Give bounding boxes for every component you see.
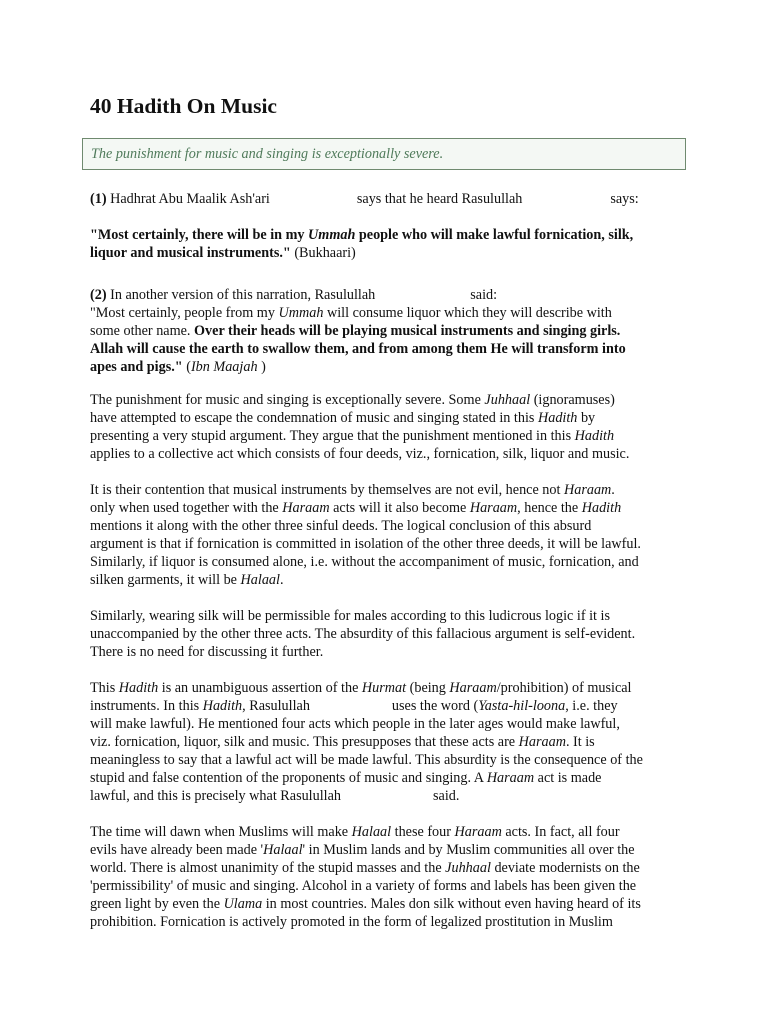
page-title: 40 Hadith On Music <box>90 94 277 118</box>
paragraph: This Hadith is an unambiguous assertion of the Hurmat (being Haraam/prohibition) of musical instruments. In this Hadith, Rasulullah uses the word (Yasta-hil-loona, i.e. they will make lawful). He mentioned four acts which people in the later ages would make lawful, viz. fornication, liquor, silk and music. This presupposes that these acts are Haraam. It is meaningless to say that a lawful act will be made lawful. This absurdity is the consequence of the stupid and false contention of the proponents of music and singing. A Haraam act is made lawful, and this is precisely what Rasulullah said. <box>90 680 643 804</box>
paragraph: Similarly, wearing silk will be permissible for males according to this ludicrous logic if it is unaccompanied by the other three acts. The absurdity of this fallacious argument is self-evident. There is no need for discussing it further. <box>90 608 636 660</box>
paragraph: It is their contention that musical instruments by themselves are not evil, hence not Haraam. only when used together with the Haraam acts will it also become Haraam, hence the Hadith mentions it along with the other three sinful deeds. The logical conclusion of this absurd argument is that if fornication is committed in isolation of the other three deeds, it will be lawful. Similarly, if liquor is consumed alone, i.e. without the accompaniment of music, fornication, and silken garments, it will be Halaal. <box>90 482 641 588</box>
hadith-number: (1) <box>90 191 107 207</box>
hadith-number: (2) <box>90 287 107 303</box>
paragraph: The punishment for music and singing is exceptionally severe. Some Juhhaal (ignoramuses) have attempted to escape the condemnation of music and singing stated in this Hadith by presenting a very stupid argument. They argue that the punishment mentioned in this Hadith applies to a collective act which consists of four deeds, viz., fornication, silk, liquor and music. <box>90 392 630 462</box>
hadith-1-intro: (1) Hadhrat Abu Maalik Ash'ari says that he heard Rasulullah says: <box>90 191 639 207</box>
hadith-2: (2) In another version of this narration, Rasulullah said: "Most certainly, people from my Ummah will consume liquor which they will describe with some other name. Over their heads will be playing musical instruments and singing girls. Allah will cause the earth to swallow them, and from among them He will transform into apes and pigs." (Ibn Maajah ) <box>90 287 626 375</box>
paragraph: The time will dawn when Muslims will make Halaal these four Haraam acts. In fact, all four evils have already been made 'Halaal' in Muslim lands and by Muslim communities all over the world. There is almost unanimity of the stupid masses and the Juhhaal deviate modernists on the 'permissibility' of music and singing. Alcohol in a variety of forms and labels has been given the green light by even the Ulama in most countries. Males don silk without even having heard of its prohibition. Fornication is actively promoted in the form of legalized prostitution in Muslim <box>90 824 641 930</box>
summary-box: The punishment for music and singing is exceptionally severe. <box>82 138 686 170</box>
hadith-1-quote: "Most certainly, there will be in my Ummah people who will make lawful fornication, silk, liquor and musical instruments." (Bukhaari) <box>90 227 634 261</box>
